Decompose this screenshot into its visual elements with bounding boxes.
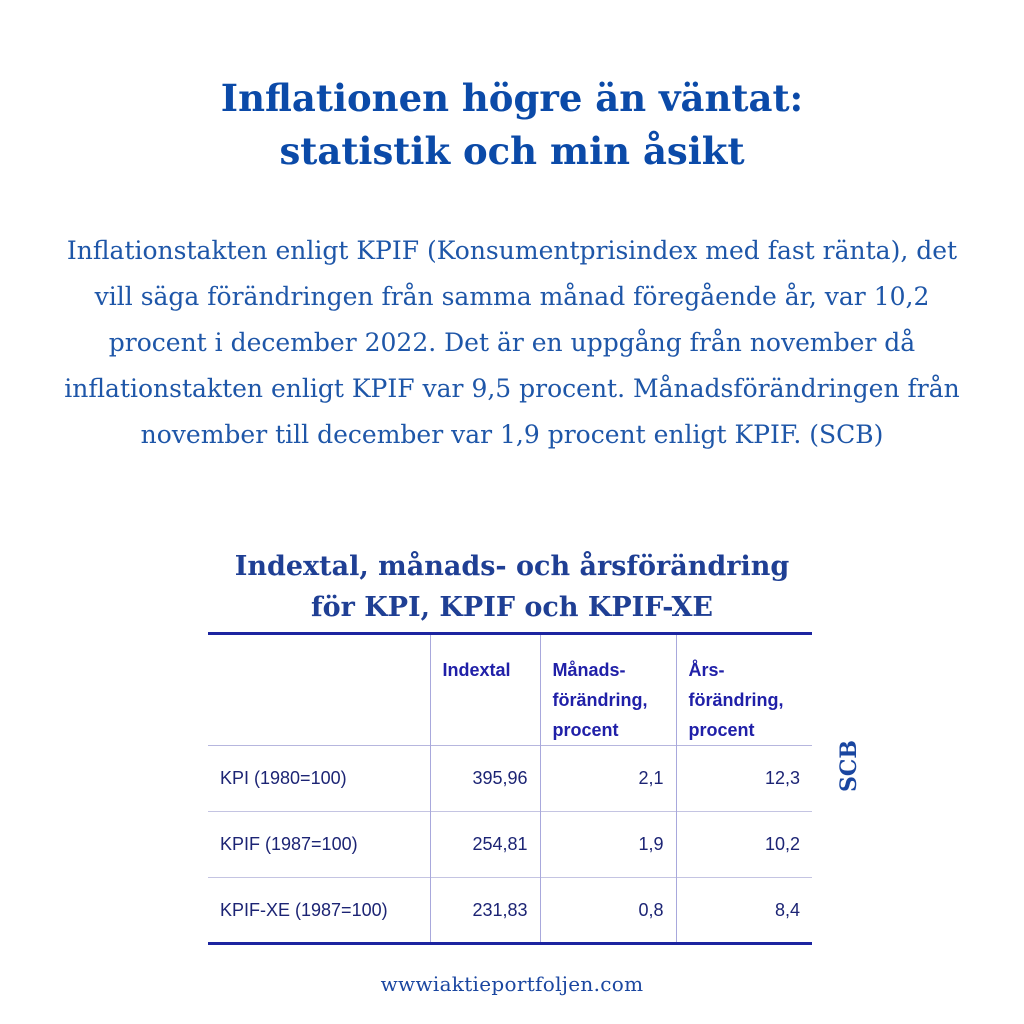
cell-month-change: 1,9 <box>540 812 676 878</box>
footer-website[interactable]: wwwiaktieportfoljen.com <box>380 972 644 996</box>
cell-month-change: 0,8 <box>540 878 676 944</box>
table-title <box>140 546 884 628</box>
header-month-line-2: förändring, <box>552 690 648 710</box>
title-line-1: Inflationen högre än väntat: <box>220 76 804 120</box>
cell-year-change: 8,4 <box>676 878 812 944</box>
header-month-line-3: procent <box>552 720 619 740</box>
header-year-change <box>676 634 812 746</box>
header-month-line-1: Månads- <box>552 660 626 680</box>
table-title-line-1: Indextal, månads- och årsförändring <box>234 551 790 582</box>
lead-paragraph: Inflationstakten enligt KPIF (Konsumentprisindex med fast ränta), det vill säga förändringen från samma månad föregående år, var 10,2 procent i december 2022. Det är en uppgång från november då inflationstakten enligt KPIF var 9,5 procent. Månadsförändringen från november till december var 1,9 procent enligt KPIF. (SCB) <box>64 236 960 449</box>
table-header-row <box>208 634 812 746</box>
cell-index: 254,81 <box>430 812 540 878</box>
table-row <box>208 746 812 812</box>
header-label <box>208 634 430 746</box>
cell-year-change: 12,3 <box>676 746 812 812</box>
cell-index: 395,96 <box>430 746 540 812</box>
header-year-line-3: procent <box>688 720 755 740</box>
header-index: Indextal <box>430 634 540 746</box>
row-label: KPI (1980=100) <box>220 768 347 788</box>
cell-year-change: 10,2 <box>676 812 812 878</box>
page-title <box>0 72 1024 178</box>
row-label: KPIF-XE (1987=100) <box>220 899 388 920</box>
cell-month-change: 2,1 <box>540 746 676 812</box>
index-table <box>208 632 812 945</box>
source-label: SCB <box>836 740 862 792</box>
table-title-line-2: för KPI, KPIF och KPIF-XE <box>310 592 714 623</box>
row-label: KPIF (1987=100) <box>220 834 358 854</box>
table-row <box>208 878 812 944</box>
title-line-2: statistik och min åsikt <box>279 129 745 173</box>
table-row <box>208 812 812 878</box>
cell-index: 231,83 <box>430 878 540 944</box>
header-year-line-2: förändring, <box>688 690 784 710</box>
header-month-change <box>540 634 676 746</box>
header-year-line-1: Års- <box>688 660 725 680</box>
